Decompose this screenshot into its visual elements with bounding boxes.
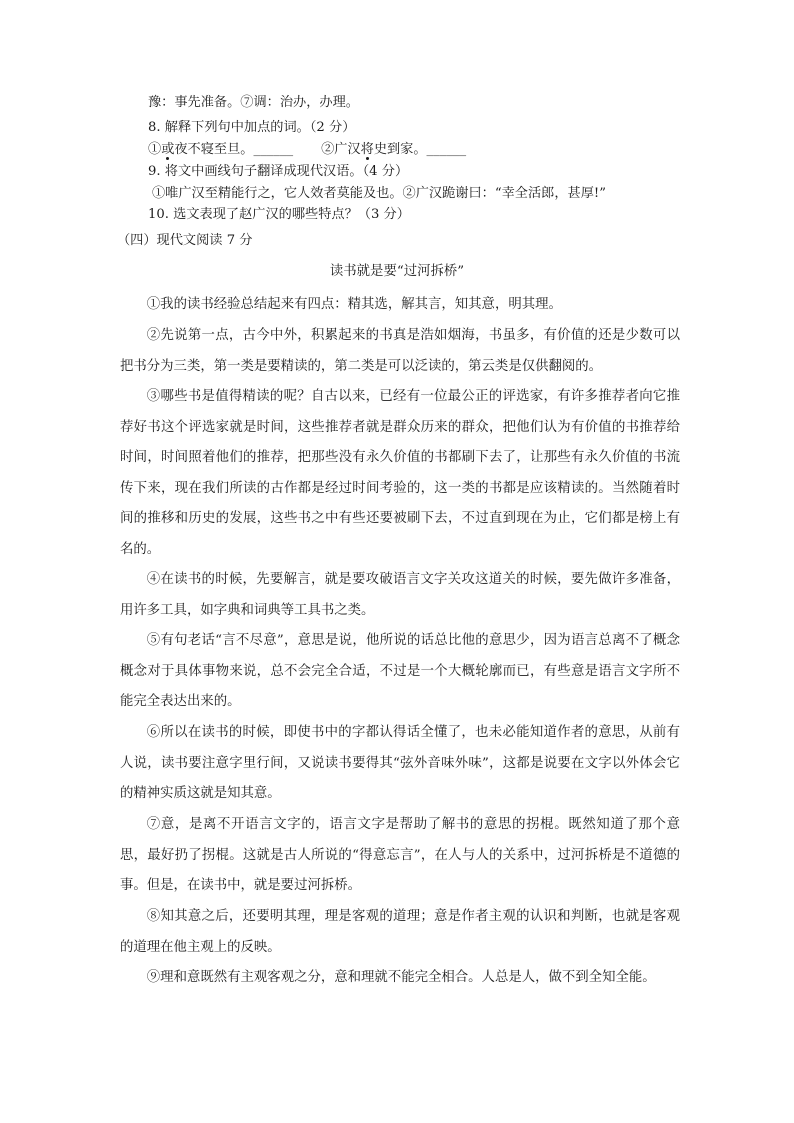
paragraph-1: ①我的读书经验总结起来有四点：精其选，解其言，知其意，明其理。 [146,297,562,312]
paragraph-5: ⑤有句老话“言不尽意”，意思是说，他所说的话总比他的意思少，因为语言总离不了概念概念对于具体事物来说，总不会完全合适，不过是一个大概轮廓而已，有些意是语言文字所不能完全表达出来的。 [120,633,680,709]
paragraph-2: ②先说第一点，古今中外，积累起来的书真是浩如烟海，书虽多，有价值的还是少数可以把书分为三类，第一类是要精读的，第二类是可以泛读的，第云类是仅供翻阅的。 [120,328,680,374]
question-9-sentences: ①唯广汉至精能行之，它人效者莫能及也。②广汉跪谢曰：“幸全活郎，甚厚!” [152,186,606,201]
paragraph-3: ③哪些书是值得精读的呢？自古以来，已经有一位最公正的评选家，有许多推荐者向它推荐好书这个评选家就是时间，这些推荐者就是群众历来的群众，把他们认为有价值的书推荐给时间，时间照着他们的推荐，把那些没有永久价值的书都刷下去了，让那些有永久价值的书流传下来，现在我们所读的古作都是经过时间考验的，这一类的书都是应该精读的。当然随着时间的推移和历史的发展，这些书之中有些还要被刷下去，不过直到现在为止，它们都是榜上有名的。 [120,389,680,557]
paragraph-6: ⑥所以在读书的时候，即使书中的字都认得话全懂了，也未必能知道作者的意思，从前有人说，读书要注意字里行间，又说读书要得其“弦外音味外味”，这都是说要在文字以外体会它的精神实质这就是知其意。 [120,725,680,801]
paragraph-8: ⑧知其意之后，还要明其理，理是客观的道理；意是作者主观的认识和判断，也就是客观的道理在他主观上的反映。 [120,909,680,955]
question-10: 10. 选文表现了赵广汉的哪些特点？（3 分） [148,207,410,222]
dotted-word-jiang: 将 [360,142,374,157]
question-8-items [148,140,466,160]
item-b-prefix: ②广汉 [321,142,361,157]
footnote-line: 豫：事先准备。⑦调：治办，办理。 [148,95,359,110]
question-9: 9. 将文中画线句子翻译成现代汉语。（4 分） [148,164,409,179]
section-heading: （四）现代文阅读 7 分 [117,233,253,248]
item-a-text: 夜不寝至旦。______ [174,142,294,157]
paragraph-7: ⑦意，是离不开语言文字的，语言文字是帮助了解书的意思的拐棍。既然知道了那个意思，最好扔了拐棍。这就是古人所说的“得意忘言”，在人与人的关系中，过河拆桥是不道德的事。但是，在读书中，就是要过河拆桥。 [120,817,680,893]
dotted-word-or: 或 [161,142,175,157]
paragraph-4: ④在读书的时候，先要解言，就是要攻破语言文字关攻这道关的时候，要先做许多准备，用许多工具，如字典和词典等工具书之类。 [120,572,680,618]
question-8: 8. 解释下列句中加点的词。（2 分） [148,120,356,135]
item-b-text: 史到家。______ [373,142,467,157]
article-title: 读书就是要“过河拆桥” [329,264,465,279]
item-a-mark: ① [148,142,162,157]
paragraph-9: ⑨理和意既然有主观客观之分，意和理就不能完全相合。人总是人，做不到全知全能。 [146,970,656,985]
